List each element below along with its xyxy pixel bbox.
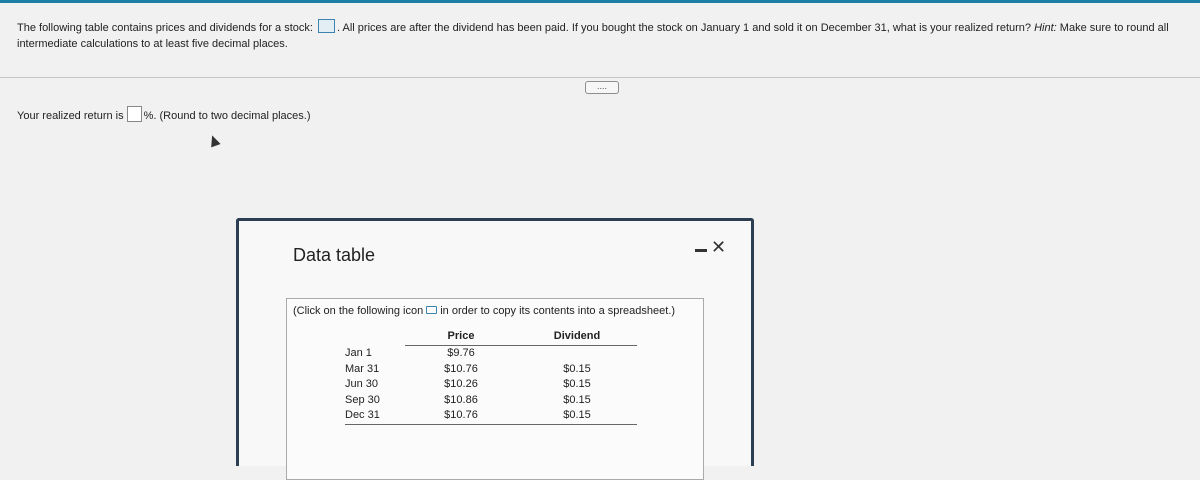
question-line2: intermediate calculations to at least five decimal places. bbox=[17, 38, 288, 50]
row-dividend: $0.15 bbox=[563, 393, 591, 406]
price-dividend-table bbox=[345, 329, 637, 425]
row-price: $10.76 bbox=[405, 408, 517, 424]
row-price: $10.86 bbox=[444, 393, 478, 406]
row-dividend: $0.15 bbox=[517, 408, 637, 424]
question-line1-before: The following table contains prices and dividends for a stock: bbox=[17, 22, 313, 34]
hint-label: Hint: bbox=[1034, 22, 1057, 34]
spreadsheet-grid-icon[interactable] bbox=[318, 19, 335, 33]
question-text bbox=[17, 19, 1197, 52]
row-date: Jun 30 bbox=[345, 378, 379, 390]
row-price: $10.26 bbox=[444, 378, 478, 390]
mouse-cursor-icon bbox=[207, 134, 220, 148]
realized-return-input[interactable] bbox=[127, 106, 142, 122]
table-row bbox=[345, 408, 637, 424]
row-date: Dec 31 bbox=[345, 408, 405, 424]
answer-line bbox=[17, 106, 311, 122]
section-divider bbox=[0, 77, 1200, 78]
copy-icon[interactable] bbox=[426, 306, 437, 314]
row-dividend bbox=[517, 346, 637, 362]
header-price: Price bbox=[405, 329, 517, 346]
answer-prefix: Your realized return is bbox=[17, 110, 124, 122]
table-header-row bbox=[345, 329, 637, 346]
table-row bbox=[345, 346, 637, 362]
dialog-title: Data table bbox=[293, 245, 376, 265]
instruction-after: in order to copy its contents into a spreadsheet.) bbox=[440, 305, 676, 317]
row-date: Jan 1 bbox=[345, 346, 372, 359]
data-table-dialog bbox=[236, 218, 754, 466]
answer-suffix: %. (Round to two decimal places.) bbox=[143, 110, 311, 122]
row-dividend: $0.15 bbox=[563, 378, 591, 390]
row-date: Sep 30 bbox=[345, 393, 380, 406]
table-row bbox=[345, 377, 637, 393]
close-icon[interactable]: ✕ bbox=[711, 237, 727, 257]
hint-text: Make sure to round all bbox=[1059, 22, 1169, 34]
copy-instruction bbox=[293, 305, 675, 317]
more-button[interactable]: .... bbox=[585, 81, 619, 94]
row-date: Mar 31 bbox=[345, 362, 380, 375]
question-line1-after: . All prices are after the dividend has been paid. If you bought the stock on January 1 and sold it on December 31, what is your realized return? bbox=[337, 22, 1032, 34]
row-price: $9.76 bbox=[447, 347, 475, 359]
instruction-before: (Click on the following icon bbox=[293, 305, 424, 317]
header-date bbox=[345, 329, 405, 346]
header-dividend: Dividend bbox=[517, 329, 637, 346]
top-accent-bar bbox=[0, 0, 1200, 3]
table-row bbox=[345, 362, 637, 378]
minimize-icon[interactable] bbox=[695, 249, 707, 252]
table-row bbox=[345, 393, 637, 409]
row-price: $10.76 bbox=[444, 362, 478, 375]
row-dividend: $0.15 bbox=[563, 362, 591, 375]
